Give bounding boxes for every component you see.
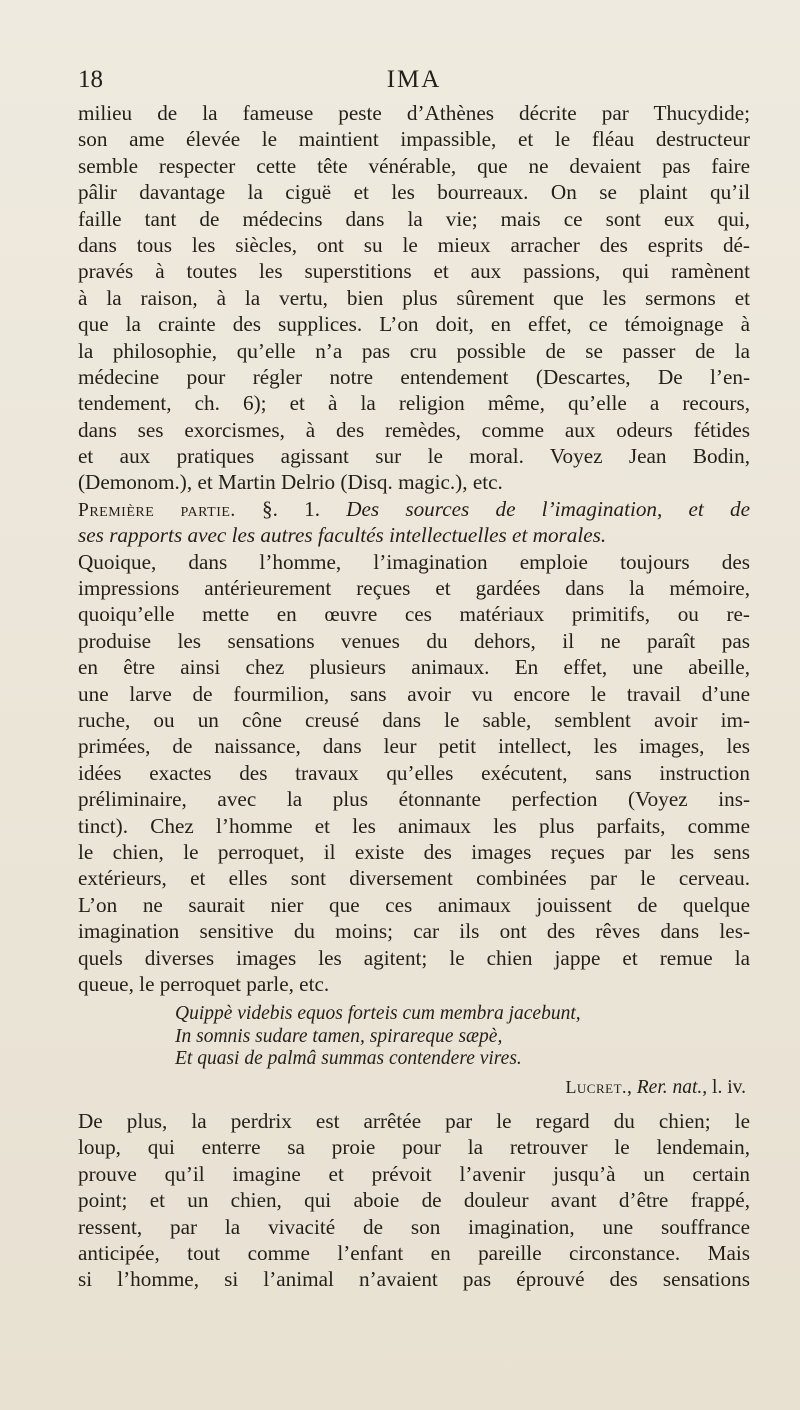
text-line: pâlir davantage la ciguë et les bourreaux. On se plaint qu’il: [78, 180, 750, 205]
text-line: faille tant de médecins dans la vie; mais ce sont eux qui,: [78, 206, 750, 231]
text-line: (Demonom.), et Martin Delrio (Disq. magic.), etc.: [78, 470, 503, 495]
text-line: son ame élevée le maintient impassible, et le fléau destructeur: [78, 127, 750, 152]
running-head: IMA: [386, 66, 442, 93]
quote-attribution: Lucret., Rer. nat., l. iv.: [565, 1076, 746, 1098]
text-line: L’on ne saurait nier que ces animaux jouissent de quelque: [78, 892, 750, 917]
text-line: semble respecter cette tête vénérable, que ne devaient pas faire: [78, 153, 750, 178]
text-line: De plus, la perdrix est arrêtée par le regard du chien; le: [78, 1109, 750, 1133]
quote-source: Rer. nat.: [636, 1076, 703, 1098]
text-line: queue, le perroquet parle, etc.: [78, 971, 330, 996]
text-line: dans ses exorcismes, à des remèdes, comme aux odeurs fétides: [78, 417, 750, 442]
section-title-line2: ses rapports avec les autres facultés intellectuelles et morales.: [78, 523, 607, 548]
section-part: Première partie.: [78, 499, 236, 521]
text-line: en être ainsi chez plusieurs animaux. En effet, une abeille,: [78, 655, 750, 680]
text-line: Quoique, dans l’homme, l’imagination emploie toujours des: [78, 549, 750, 574]
text-line: le chien, le perroquet, il existe des images reçues par les sens: [78, 839, 750, 864]
section-number: §. 1.: [262, 496, 320, 521]
text-line: et aux pratiques agissant sur le moral. Voyez Jean Bodin,: [78, 444, 750, 469]
text-line: point; et un chien, qui aboie de douleur avant d’être frappé,: [78, 1188, 750, 1213]
text-line: extérieurs, et elles sont diversement combinées par le cerveau.: [78, 866, 750, 891]
text-line: primées, de naissance, dans leur petit intellect, les images, les: [78, 734, 750, 759]
text-line: si l’homme, si l’animal n’avaient pas éprouvé des sensations: [78, 1267, 750, 1292]
text-line: ruche, ou un cône creusé dans le sable, semblent avoir im-: [78, 707, 750, 732]
page-header: [78, 66, 750, 100]
section-heading-cont: [78, 522, 750, 548]
text-line: que la crainte des supplices. L’on doit, en effet, ce témoignage à: [78, 312, 750, 337]
text-line: imagination sensitive du moins; car ils ont des rêves dans les-: [78, 919, 750, 944]
text-line: impressions antérieurement reçues et gardées dans la mémoire,: [78, 576, 750, 601]
text-line: pravés à toutes les superstitions et aux passions, qui ramènent: [78, 259, 750, 284]
verse-line: Et quasi de palmâ summas contendere vires.: [175, 1048, 522, 1070]
text-line: tendement, ch. 6); et à la religion même, qu’elle a recours,: [78, 391, 750, 416]
text-line: produise les sensations venues du dehors, il ne paraît pas: [78, 628, 750, 653]
text-line: ressent, par la vivacité de son imagination, une souffrance: [78, 1214, 750, 1239]
text-line: une larve de fourmilion, sans avoir vu encore le travail d’une: [78, 681, 750, 706]
verse-line: In somnis sudare tamen, spirareque sæpè,: [175, 1025, 503, 1047]
main-text: [78, 100, 750, 997]
verse-quotation: [78, 1003, 750, 1099]
text-line: à la raison, à la vertu, bien plus sûrement que les sermons et: [78, 285, 750, 310]
text-line: la philosophie, qu’elle n’a pas cru possible de se passer de la: [78, 338, 750, 363]
text-line: quoiqu’elle mette en œuvre ces matériaux primitifs, ou re-: [78, 602, 750, 627]
text-line: milieu de la fameuse peste d’Athènes décrite par Thucydide;: [78, 101, 750, 125]
text-line: quels diverses images les agitent; le chien jappe et remue la: [78, 945, 750, 970]
section-title-line1: Des sources de l’imagination, et de: [346, 496, 751, 521]
text-line: médecine pour régler notre entendement (Descartes, De l’en-: [78, 364, 750, 389]
main-text-continued: [78, 1108, 750, 1293]
text-line: idées exactes des travaux qu’elles exécutent, sans instruction: [78, 760, 750, 785]
text-line: dans tous les siècles, ont su le mieux arracher des esprits dé-: [78, 232, 750, 257]
text-line: prouve qu’il imagine et prévoit l’avenir jusqu’à un certain: [78, 1161, 750, 1186]
text-line: tinct). Chez l’homme et les animaux les plus parfaits, comme: [78, 813, 750, 838]
section-heading: [78, 496, 750, 522]
page-number: 18: [78, 66, 103, 93]
text-line: loup, qui enterre sa proie pour la retrouver le lendemain,: [78, 1135, 750, 1160]
text-line: préliminaire, avec la plus étonnante perfection (Voyez ins-: [78, 787, 750, 812]
quote-book: l. iv.: [712, 1076, 746, 1098]
text-line: anticipée, tout comme l’enfant en pareille circonstance. Mais: [78, 1240, 750, 1265]
quote-author: Lucret.: [565, 1076, 627, 1097]
verse-line: Quippè videbis equos forteis cum membra jacebunt,: [175, 1003, 581, 1024]
